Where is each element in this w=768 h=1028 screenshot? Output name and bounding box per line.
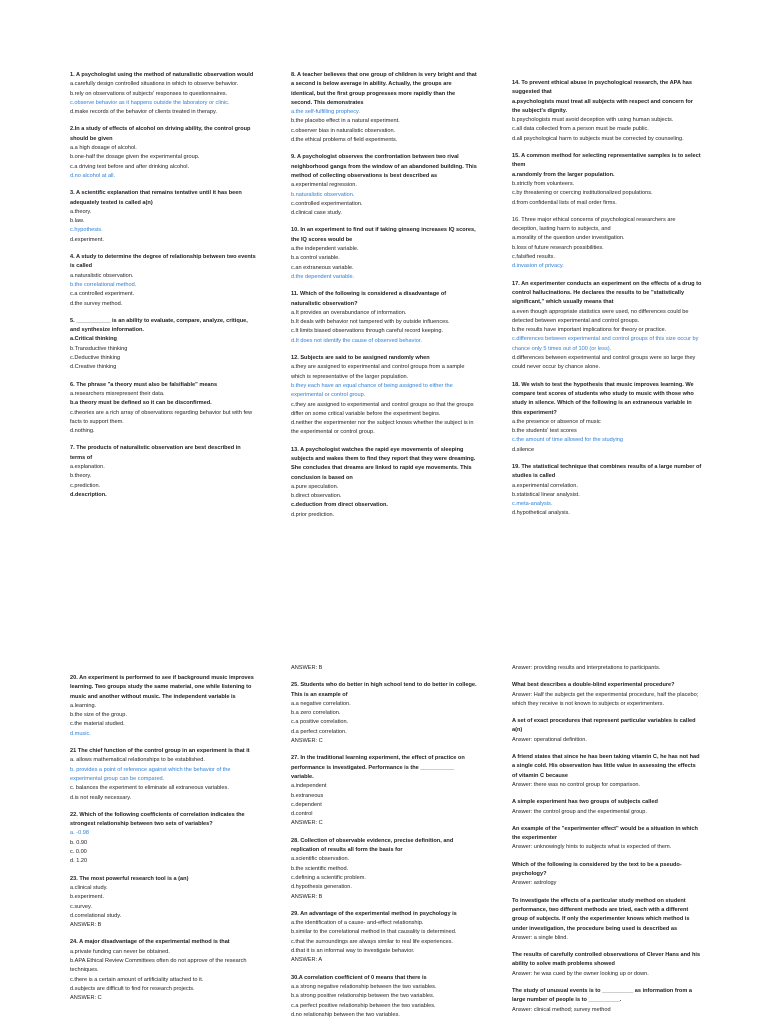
answer-option: c.a controlled experiment.	[70, 291, 135, 298]
answer-option: a.carefully design controlled situations in which to observe behavior.	[70, 81, 239, 88]
answer-option: d.prior prediction.	[291, 511, 335, 518]
answer-option: c.controlled experimentation.	[291, 200, 363, 207]
answer-option: d.the ethical problems of field experiments.	[291, 137, 398, 144]
question-stem: 3. A scientific explanation that remains tentative until it has been adequately tested is called a(n)	[70, 190, 242, 206]
question-stem: A set of exact procedures that represent particular variables is called a(n)	[512, 718, 696, 734]
answer-option: a.explanation.	[70, 463, 105, 470]
bottom-column-3	[512, 664, 702, 1023]
question-stem: 30.A correlation coefficient of 0 means that there is	[291, 974, 427, 981]
answer-option: a.pure speculation.	[291, 483, 339, 490]
answer-option: b.strictly from volunteers.	[512, 180, 575, 187]
answer-option: a.a negative correlation.	[291, 700, 351, 707]
question-stem: 14. To prevent ethical abuse in psychological research, the APA has suggested that	[512, 80, 692, 96]
answer-option: Answer: a single blind.	[512, 934, 568, 941]
question-stem: Which of the following is considered by the text to be a pseudo-psychology?	[512, 861, 682, 878]
question-block	[70, 125, 256, 181]
question-block	[291, 71, 477, 145]
answer-option: d.control	[291, 811, 313, 818]
question-block	[512, 753, 702, 790]
answer-option: c.that the surroundings are always similar to real life experiences.	[291, 938, 453, 945]
answer-option: a.a strong negative relationship between the two variables.	[291, 983, 437, 990]
answer-option: d.invasion of privacy.	[512, 263, 564, 270]
answer-option: b.one-half the dosage given the experimental group.	[70, 154, 200, 161]
answer-option: a.private funding can never be obtained.	[70, 948, 170, 955]
question-block	[70, 938, 256, 1003]
answer-option: b.theory.	[70, 473, 92, 480]
answer-option: c.It limits biased observations through careful record keeping.	[291, 328, 444, 335]
answer-option: a.a high dosage of alcohol.	[70, 145, 137, 152]
question-stem: 10. In an experiment to find out if taking ginseng increases IQ scores, the IQ scores would be	[291, 227, 476, 243]
answer-option: Answer: Half the subjects get the experimental procedure, half the placebo; which they receive is not known to subjects or experimenters.	[512, 691, 699, 707]
question-block	[512, 951, 702, 979]
answer-option: c.observe behavior as it happens outside the laboratory or clinic.	[70, 99, 230, 106]
answer-option: d.neither the experimenter nor the subject knows whether the subject is in the experimental or control group.	[291, 420, 474, 436]
answer-option: d.description.	[70, 491, 107, 498]
answer-option: c.falsified results.	[512, 254, 555, 261]
bottom-column-2	[291, 664, 477, 1028]
answer-option: d.nothing.	[70, 428, 95, 435]
question-block	[70, 811, 256, 867]
answer-option: Answer: astrology	[512, 880, 557, 887]
answer-option: b.they each have an equal chance of being assigned to either the experimental or control group.	[291, 382, 453, 399]
question-block	[512, 381, 702, 455]
answer-option: d.music.	[70, 730, 91, 737]
answer-option: a.clinical study.	[70, 884, 108, 891]
question-block	[70, 71, 256, 117]
answer-option: Answer: the control group and the experimental group.	[512, 808, 647, 815]
answer-option: c. balances the experiment to eliminate all extraneous variables.	[70, 785, 229, 792]
answer-option: c.they are assigned to experimental and control groups so that the groups differ on some critical variable before the experiment begins.	[291, 401, 474, 417]
question-block	[512, 152, 702, 208]
answer-option: ANSWER: A	[291, 957, 323, 964]
answer-option: b. 0.90	[70, 839, 88, 846]
answer-option: b.Transductive thinking	[70, 345, 128, 352]
answer-option: c.theories are a rich array of observations regarding behavior but with few facts to support them.	[70, 409, 253, 425]
answer-option: c.deduction from direct observation.	[291, 502, 388, 509]
answer-option: Answer: clinical method; survey method	[512, 1006, 611, 1013]
answer-option: a.scientific observation.	[291, 856, 350, 863]
question-stem: 11. Which of the following is considered a disadvantage of naturalistic observation?	[291, 291, 447, 307]
answer-option: c.a perfect positive relationship between the two variables.	[291, 1002, 436, 1009]
answer-option: d.a perfect correlation.	[291, 728, 347, 735]
answer-option: b.a strong positive relationship between the two variables.	[291, 993, 435, 1000]
question-stem: Answer: providing results and interpretations to participants.	[512, 665, 661, 671]
answer-option: b.loss of future research possibilities.	[512, 244, 604, 251]
question-stem: 24. A major disadvantage of the experimental method is that	[70, 939, 230, 946]
answer-option: b.naturalistic observation.	[291, 191, 355, 198]
answer-option: Answer: unknowingly hints to subjects what is expected of them.	[512, 844, 672, 851]
answer-option: a.they are assigned to experimental and control groups from a sample which is representative of the larger population.	[291, 364, 465, 380]
question-block	[512, 861, 702, 889]
answer-option: c.a positive correlation.	[291, 719, 349, 726]
question-stem: 12. Subjects are said to be assigned randomly when	[291, 355, 430, 362]
top-column-2	[291, 71, 477, 528]
answer-option: a.the self-fulfilling prophecy.	[291, 109, 360, 116]
answer-option: d.hypothesis generation.	[291, 884, 352, 891]
question-block	[512, 681, 702, 709]
answer-option: d.clinical case study.	[291, 210, 342, 217]
answer-option: b.direct observation.	[291, 493, 342, 500]
answer-option: b.a zero correlation.	[291, 710, 341, 717]
question-block	[512, 664, 702, 673]
answer-option: d.the survey method.	[70, 300, 123, 307]
answer-option: d.It does not identify the cause of observed behavior.	[291, 337, 422, 344]
answer-option: d.that it is an informal way to investigate behavior.	[291, 948, 415, 955]
answer-option: b. provides a point of reference against which the behavior of the experimental group can be compared.	[70, 766, 231, 782]
question-stem: 25. Students who do better in high school tend to do better in college. This is an example of	[291, 682, 477, 698]
answer-option: c.differences between experimental and control groups of this size occur by chance only 5 times out of 100 (or less).	[512, 336, 699, 352]
answer-option: d. 1.20	[70, 858, 88, 865]
question-stem: 22. Which of the following coefficients of correlation indicates the strongest relationship between two sets of variables?	[70, 811, 245, 828]
answer-option: b.extraneous	[291, 792, 324, 799]
answer-option: a.Critical thinking	[70, 336, 117, 343]
question-block	[512, 897, 702, 943]
question-block	[70, 381, 256, 437]
answer-option: a. -0.98	[70, 830, 89, 837]
answer-option: a.randomly from the larger population.	[512, 171, 615, 178]
question-stem: The study of unusual events is to __________ as information from a large number of people is to __________.	[512, 988, 692, 1004]
question-block	[70, 444, 256, 500]
question-stem: 7. The products of naturalistic observation are best described in terms of	[70, 445, 241, 461]
answer-option: b.a control variable.	[291, 255, 340, 262]
question-stem: 13. A psychologist watches the rapid eye movements of sleeping subjects and wakes them to find they report that they were dreaming. She concludes that dreams are linked to rapid eye movements. This conclusion is based on	[291, 446, 476, 481]
answer-option: a.the independent variable.	[291, 246, 359, 253]
question-stem: 17. An experimenter conducts an experiment on the effects of a drug to control hallucinations. He declares the results to be "statistically significant," which usually means that	[512, 280, 702, 306]
top-column-1	[70, 71, 256, 508]
question-stem: What best describes a double-blind experimental procedure?	[512, 682, 675, 689]
question-block	[70, 674, 256, 739]
answer-option: d.silence	[512, 446, 535, 453]
answer-option: c.dependent	[291, 801, 322, 808]
question-stem: The results of carefully controlled observations of Clever Hans and his ability to solve math problems showed	[512, 952, 701, 968]
answer-option: Answer: operational definition.	[512, 736, 587, 743]
question-stem: 27. In the traditional learning experiment, the effect of practice on performance is investigated. Performance is the ___________ variable.	[291, 755, 465, 780]
answer-option: d.is not really necessary.	[70, 794, 132, 801]
question-stem: An example of the "experimenter effect" would be a situation in which the experimenter	[512, 825, 698, 842]
answer-option: c.all data collected from a person must be made public.	[512, 126, 649, 133]
question-block	[512, 717, 702, 745]
top-column-3	[512, 79, 702, 527]
question-stem: 15. A common method for selecting representative samples is to select them	[512, 153, 701, 169]
answer-option: d.make records of the behavior of clients treated in therapy.	[70, 109, 217, 116]
answer-option: b.experiment.	[70, 894, 104, 901]
answer-option: b.psychologists must avoid deception with using human subjects.	[512, 117, 674, 124]
question-stem: 19. The statistical technique that combines results of a large number of studies is called	[512, 463, 702, 480]
answer-option: b.APA Ethical Review Committees often do not approve of the research techniques.	[70, 958, 247, 974]
answer-option: c.survey.	[70, 903, 92, 910]
question-block	[512, 798, 702, 817]
answer-option: Answer: he was cued by the owner looking up or down.	[512, 970, 649, 977]
question-stem: 1. A psychologist using the method of naturalistic observation would	[70, 72, 254, 78]
answer-option: b.the results have important implications for theory or practice.	[512, 327, 667, 334]
answer-option: c.an extraneous variable.	[291, 264, 354, 271]
answer-option: c.by threatening or coercing institutionalized populations.	[512, 190, 653, 197]
answer-option: c.meta-analysis.	[512, 501, 553, 508]
answer-option: c.a driving test before and after drinking alcohol.	[70, 163, 190, 170]
question-stem: 16. Three major ethical concerns of psychological researchers are deception, lasting harm to subjects, and	[512, 216, 676, 233]
answer-option: d.Creative thinking	[70, 364, 117, 371]
question-block	[291, 446, 477, 520]
answer-option: a.experimental regression.	[291, 182, 357, 189]
answer-option: b.the size of the group.	[70, 712, 127, 719]
answer-option: c. 0.00	[70, 849, 87, 856]
question-block	[512, 79, 702, 144]
answer-option: b.rely on observations of subjects' responses to questionnaires.	[70, 90, 228, 97]
question-block	[70, 317, 256, 373]
question-stem: 21 The chief function of the control group in an experiment is that it	[70, 748, 250, 755]
question-stem: 18. We wish to test the hypothesis that music improves learning. We compare test scores of students who study to music with those who study in silence. Which of the following is an extraneous variable in this experiment?	[512, 381, 694, 416]
bottom-column-1	[70, 674, 256, 1012]
answer-option: b.the students' test scores	[512, 428, 577, 435]
question-block	[70, 253, 256, 309]
answer-option: a.even though appropriate statistics were used, no differences could be detected between experimental and control groups.	[512, 308, 689, 324]
answer-option: ANSWER: C	[291, 820, 323, 827]
question-stem: 8. A teacher believes that one group of children is very bright and that a second is below average in ability. Actually, the groups are identical, but the first group progresses more rapidly than the second. This demonstrates	[291, 72, 477, 106]
answer-option: a.the presence or absence of music	[512, 418, 601, 425]
answer-option: b.the placebo effect in a natural experiment.	[291, 118, 400, 125]
answer-option: c.there is a certain amount of artificiality attached to it.	[70, 976, 204, 983]
answer-option: a.learning.	[70, 702, 97, 709]
question-stem: A simple experiment has two groups of subjects called	[512, 799, 658, 806]
question-stem: 9. A psychologist observes the confrontation between two rival neighborhood gangs from the window of an abandoned building. This method of collecting observations is best described as	[291, 154, 477, 179]
answer-option: c.hypothesis.	[70, 227, 103, 234]
answer-option: a.theory.	[70, 208, 92, 215]
answer-option: b.the scientific method.	[291, 865, 349, 872]
answer-option: d.subjects are difficult to find for research projects.	[70, 985, 195, 992]
question-block	[70, 747, 256, 803]
question-block	[512, 216, 702, 272]
answer-option: b.law.	[70, 218, 85, 225]
answer-option: a.naturalistic observation.	[70, 272, 134, 279]
question-stem: 28. Collection of observable evidence, precise definition, and replication of results all form the basis for	[291, 837, 454, 854]
answer-option: a.It provides an overabundance of information.	[291, 309, 407, 316]
question-block	[291, 910, 477, 966]
question-block	[291, 290, 477, 346]
question-block	[291, 153, 477, 218]
question-block	[291, 354, 477, 438]
question-block	[291, 226, 477, 282]
answer-option: d.no relationship between the two variables.	[291, 1011, 400, 1018]
question-stem: A friend states that since he has been taking vitamin C, he has not had a single cold. His observation has little value in assessing the effects of vitamin C because	[512, 754, 700, 779]
answer-option: ANSWER: C	[70, 995, 102, 1002]
question-stem: 6. The phrase "a theory must also be falsifiable" means	[70, 381, 218, 388]
answer-option: c.the material studied.	[70, 721, 125, 728]
answer-option: d.the dependent variable.	[291, 273, 355, 280]
answer-option: d.no alcohol at all.	[70, 172, 116, 179]
question-stem: 23. The most powerful research tool is a (an)	[70, 875, 189, 882]
question-stem: To investigate the effects of a particular study method on student performance, two different methods are tried, each with a different group of subjects. If only the experimenter knows which method is under investigation, the procedure being used is described as	[512, 897, 690, 932]
question-stem: ANSWER: B	[291, 665, 323, 671]
answer-option: d.differences between experimental and control groups were so large they could never occur by chance alone.	[512, 355, 696, 371]
answer-option: d.all psychological harm to subjects must be corrected by counseling.	[512, 135, 684, 142]
answer-option: b.similar to the correlational method in that causality is determined.	[291, 929, 457, 936]
answer-option: b.statistical linear analysist.	[512, 491, 580, 498]
answer-option: a.the identification of a cause- and-effect relationship.	[291, 920, 424, 927]
answer-option: ANSWER: B	[291, 893, 323, 900]
answer-option: d.correlational study.	[70, 912, 122, 919]
question-stem: 20. An experiment is performed to see if background music improves learning. Two groups study the same material, one while listening to music and another without music. The independent variable is	[70, 675, 254, 700]
question-stem: 4. A study to determine the degree of relationship between two events is called	[70, 254, 256, 270]
answer-option: ANSWER: C	[291, 738, 323, 745]
question-stem: 2.In a study of effects of alcohol on driving ability, the control group should be given	[70, 126, 251, 142]
answer-option: a.morality of the question under investigation.	[512, 235, 625, 242]
question-block	[291, 664, 477, 673]
answer-option: a.experimental correlation.	[512, 482, 578, 489]
answer-option: d.hypothetical analysis.	[512, 510, 570, 517]
question-stem: 5. ___________ is an ability to evaluate, compare, analyze, critique, and synthesize information.	[70, 317, 248, 334]
question-block	[291, 681, 477, 746]
answer-option: b.It deals with behavior not tampered with by outside influences.	[291, 319, 450, 326]
question-block	[512, 987, 702, 1015]
question-block	[70, 189, 256, 245]
question-block	[512, 463, 702, 519]
answer-option: a. allows mathematical relationships to be established.	[70, 757, 205, 764]
question-block	[70, 875, 256, 931]
answer-option: c.Deductive thinking	[70, 355, 121, 362]
answer-option: d.experiment.	[70, 236, 104, 243]
question-stem: 29. An advantage of the experimental method in psychology is	[291, 910, 457, 917]
answer-option: a.independent	[291, 783, 327, 790]
answer-option: c.defining a scientific problem.	[291, 874, 366, 881]
answer-option: a.researchers misrepresent their data.	[70, 390, 165, 397]
answer-option: ANSWER: B	[70, 922, 102, 929]
answer-option: c.the amount of time allowed for the studying	[512, 437, 624, 444]
answer-option: c.observer bias in naturalistic observation.	[291, 127, 396, 134]
answer-option: b.the correlational method.	[70, 281, 137, 288]
answer-option: d.from confidential lists of mail order firms.	[512, 199, 617, 206]
answer-option: b.a theory must be defined so it can be disconfirmed.	[70, 400, 212, 407]
question-block	[512, 280, 702, 373]
question-block	[512, 825, 702, 853]
question-block	[291, 837, 477, 902]
question-block	[291, 974, 477, 1020]
answer-option: c.prediction.	[70, 482, 101, 489]
answer-option: a.psychologists must treat all subjects with respect and concern for the subject's dignity.	[512, 98, 693, 114]
answer-option: Answer: there was no control group for comparison.	[512, 781, 641, 788]
question-block	[291, 754, 477, 828]
